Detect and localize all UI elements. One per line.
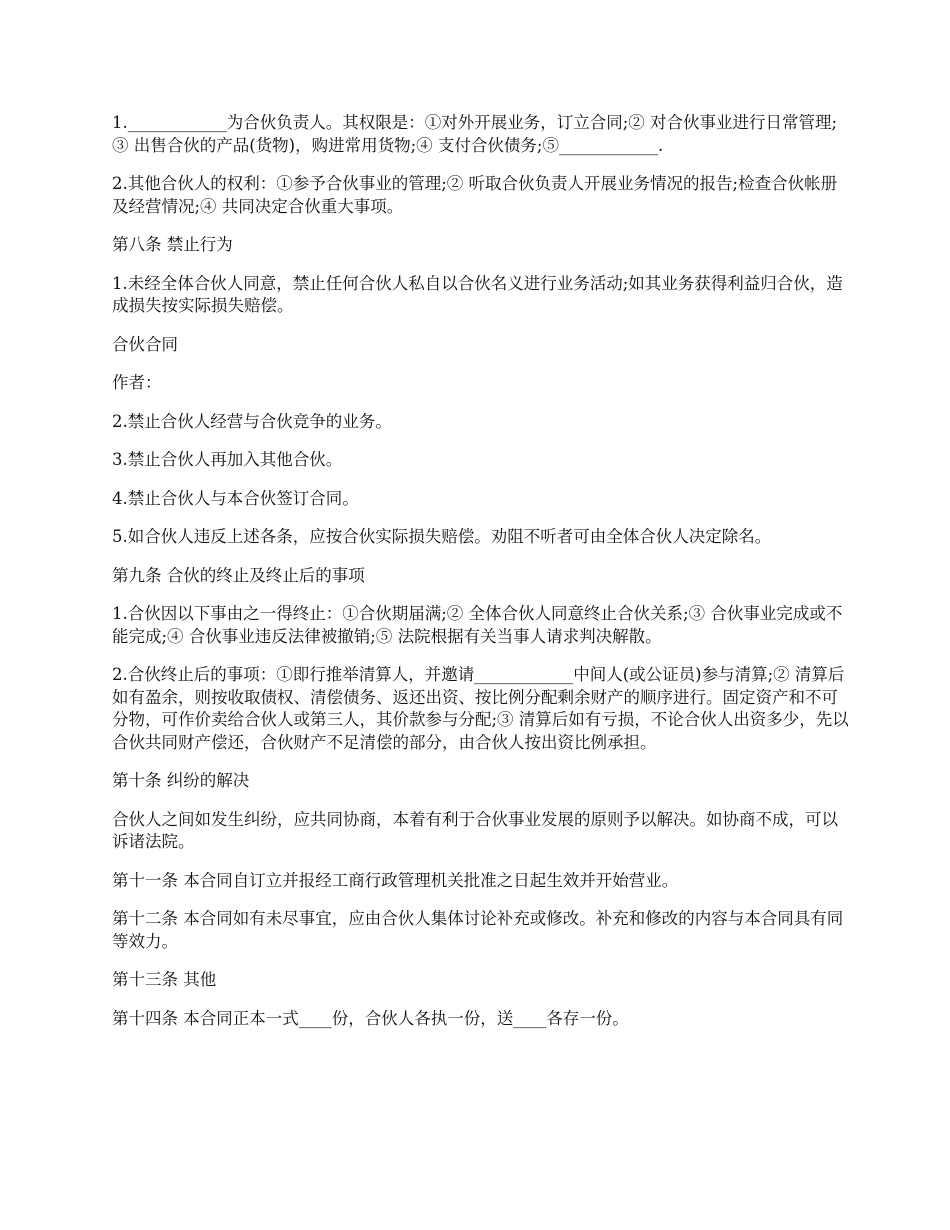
paragraph-prohibition-4: 4.禁止合伙人与本合伙签订合同。: [112, 488, 359, 508]
paragraph-prohibition-1: 1.未经全体合伙人同意，禁止任何合伙人私自以合伙名义进行业务活动;如其业务获得利益归合伙，造成损失按实际损失赔偿。: [112, 273, 843, 315]
paragraph-article-11: 第十一条 本合同自订立并报经工商行政管理机关批准之日起生效并开始营业。: [112, 870, 679, 890]
paragraph-prohibition-2: 2.禁止合伙人经营与合伙竞争的业务。: [112, 411, 392, 431]
paragraph-other-partner-rights: 2.其他合伙人的权利：①参予合伙事业的管理;② 听取合伙负责人开展业务情况的报告;检查合伙帐册及经营情况;④ 共同决定合伙重大事项。: [112, 174, 838, 216]
paragraph-article-14: 第十四条 本合同正本一式____份，合伙人各执一份，送____各存一份。: [112, 1008, 629, 1028]
section-heading-article-13: 第十三条 其他: [112, 970, 217, 989]
paragraph-dispute-resolution: 合伙人之间如发生纠纷，应共同协商，本着有利于合伙事业发展的原则予以解决。如协商不成，可以诉诸法院。: [112, 809, 838, 851]
section-heading-article-10: 第十条 纠纷的解决: [112, 771, 250, 790]
paragraph-prohibition-5: 5.如合伙人违反上述各条，应按合伙实际损失赔偿。劝阻不听者可由全体合伙人决定除名。: [112, 527, 772, 546]
document-title-line: 合伙合同: [112, 334, 178, 354]
section-heading-article-9: 第九条 合伙的终止及终止后的事项: [112, 565, 365, 585]
section-heading-article-8: 第八条 禁止行为: [112, 235, 233, 254]
paragraph-post-termination-matters: 2.合伙终止后的事项：①即行推举清算人，并邀请____________中间人(或公证员)参与清算;② 清算后如有盈余，则按收取债权、清偿债务、返还出资、按比例分配剩余财产的顺序进行。固定资产和不可分物，可作价卖给合伙人或第三人，其价款参与分配;③ 清算后如有亏损，不论合伙人出资多少，先以合伙共同财产偿还，合伙财产不足清偿的部分，由合伙人按出资比例承担。: [112, 665, 849, 752]
paragraph-article-12: 第十二条 本合同如有未尽事宜，应由合伙人集体讨论补充或修改。补充和修改的内容与本合同具有同等效力。: [112, 909, 844, 951]
paragraph-prohibition-3: 3.禁止合伙人再加入其他合伙。: [112, 450, 343, 469]
author-line: 作者：: [112, 373, 162, 392]
paragraph-responsible-partner-powers: 1.____________为合伙负责人。其权限是：①对外开展业务，订立合同;② 对合伙事业进行日常管理;③ 出售合伙的产品(货物)，购进常用货物;④ 支付合伙债务;⑤____________.: [112, 113, 838, 155]
paragraph-termination-causes: 1.合伙因以下事由之一得终止：①合伙期届满;② 全体合伙人同意终止合伙关系;③ 合伙事业完成或不能完成;④ 合伙事业违反法律被撤销;⑤ 法院根据有关当事人请求判决解散。: [112, 604, 843, 646]
